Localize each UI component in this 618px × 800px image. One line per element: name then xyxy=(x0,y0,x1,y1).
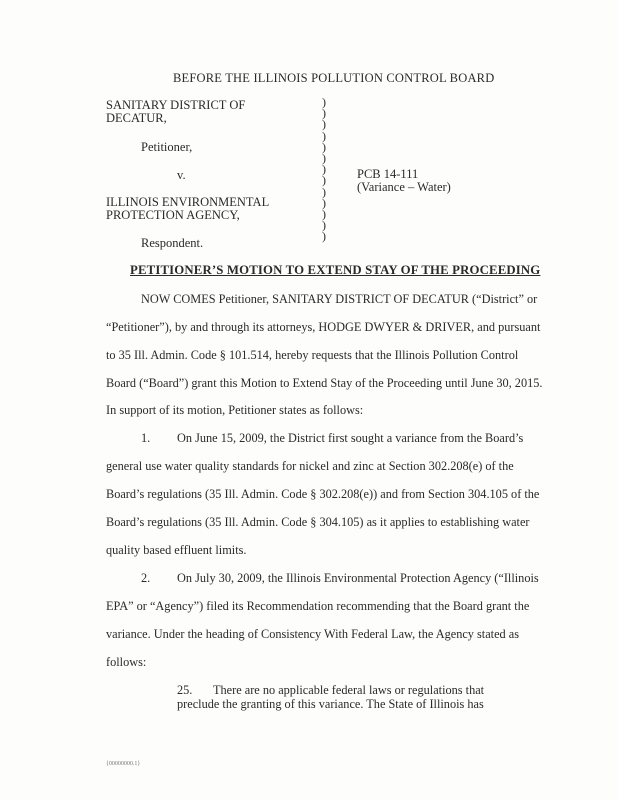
caption-paren: ) xyxy=(322,106,326,121)
intro-line: to 35 Ill. Admin. Code § 101.514, hereby requests that the Illinois Pollution Control xyxy=(106,348,519,362)
para1-line: general use water quality standards for nickel and zinc at Section 302.208(e) of the xyxy=(106,459,514,473)
respondent-name-line-1: ILLINOIS ENVIRONMENTAL xyxy=(106,195,270,209)
paragraph-number: 2. xyxy=(141,571,151,585)
board-heading: BEFORE THE ILLINOIS POLLUTION CONTROL BOARD xyxy=(173,71,495,85)
block-quote-number: 25. xyxy=(177,683,193,697)
para2-line: follows: xyxy=(106,655,147,669)
intro-line: In support of its motion, Petitioner states as follows: xyxy=(106,403,364,417)
caption-paren: ) xyxy=(322,195,326,210)
caption-paren: ) xyxy=(322,139,326,154)
caption-paren: ) xyxy=(322,117,326,132)
caption-divider xyxy=(322,97,326,243)
caption-paren: ) xyxy=(322,151,326,166)
intro-line: “Petitioner”), by and through its attorneys, HODGE DWYER & DRIVER, and pursuant xyxy=(106,320,541,334)
respondent-role: Respondent. xyxy=(141,236,204,250)
paragraph-number: 1. xyxy=(141,431,151,445)
block-quote-line: There are no applicable federal laws or regulations that xyxy=(213,683,485,697)
case-number: PCB 14-111 xyxy=(357,167,419,181)
para2-line: EPA” or “Agency”) filed its Recommendation recommending that the Board grant the xyxy=(106,599,530,613)
caption-paren: ) xyxy=(322,229,326,244)
case-type: (Variance – Water) xyxy=(357,180,451,194)
para1-line: Board’s regulations (35 Ill. Admin. Code § 304.105) as it applies to establishing water xyxy=(106,515,530,529)
para1-line: quality based effluent limits. xyxy=(106,543,247,557)
petitioner-name-line-1: SANITARY DISTRICT OF xyxy=(106,98,246,112)
intro-line: Board (“Board”) grant this Motion to Extend Stay of the Proceeding until June 30, 2015. xyxy=(106,376,543,390)
motion-title: PETITIONER’S MOTION TO EXTEND STAY OF THE PROCEEDING xyxy=(130,263,541,277)
respondent-name-line-2: PROTECTION AGENCY, xyxy=(106,208,240,222)
petitioner-role: Petitioner, xyxy=(141,140,193,154)
intro-line: NOW COMES Petitioner, SANITARY DISTRICT OF DECATUR (“District” or xyxy=(141,292,538,306)
caption-paren: ) xyxy=(322,95,326,109)
caption-paren: ) xyxy=(322,218,326,233)
caption-paren: ) xyxy=(322,128,326,143)
versus-label: v. xyxy=(177,168,186,182)
para1-line: On June 15, 2009, the District first sought a variance from the Board’s xyxy=(177,431,524,445)
petitioner-name-line-2: DECATUR, xyxy=(106,111,167,125)
caption-paren: ) xyxy=(322,173,326,188)
caption-paren: ) xyxy=(322,184,326,199)
caption-paren: ) xyxy=(322,207,326,222)
caption-paren: ) xyxy=(322,162,326,177)
para2-line: variance. Under the heading of Consistency With Federal Law, the Agency stated as xyxy=(106,627,520,641)
para1-line: Board’s regulations (35 Ill. Admin. Code § 302.208(e)) and from Section 304.105 of the xyxy=(106,487,540,501)
footer-document-code: {00000000.1} xyxy=(106,761,141,767)
block-quote-line: preclude the granting of this variance. The State of Illinois has xyxy=(177,697,484,711)
para2-line: On July 30, 2009, the Illinois Environmental Protection Agency (“Illinois xyxy=(177,571,539,585)
